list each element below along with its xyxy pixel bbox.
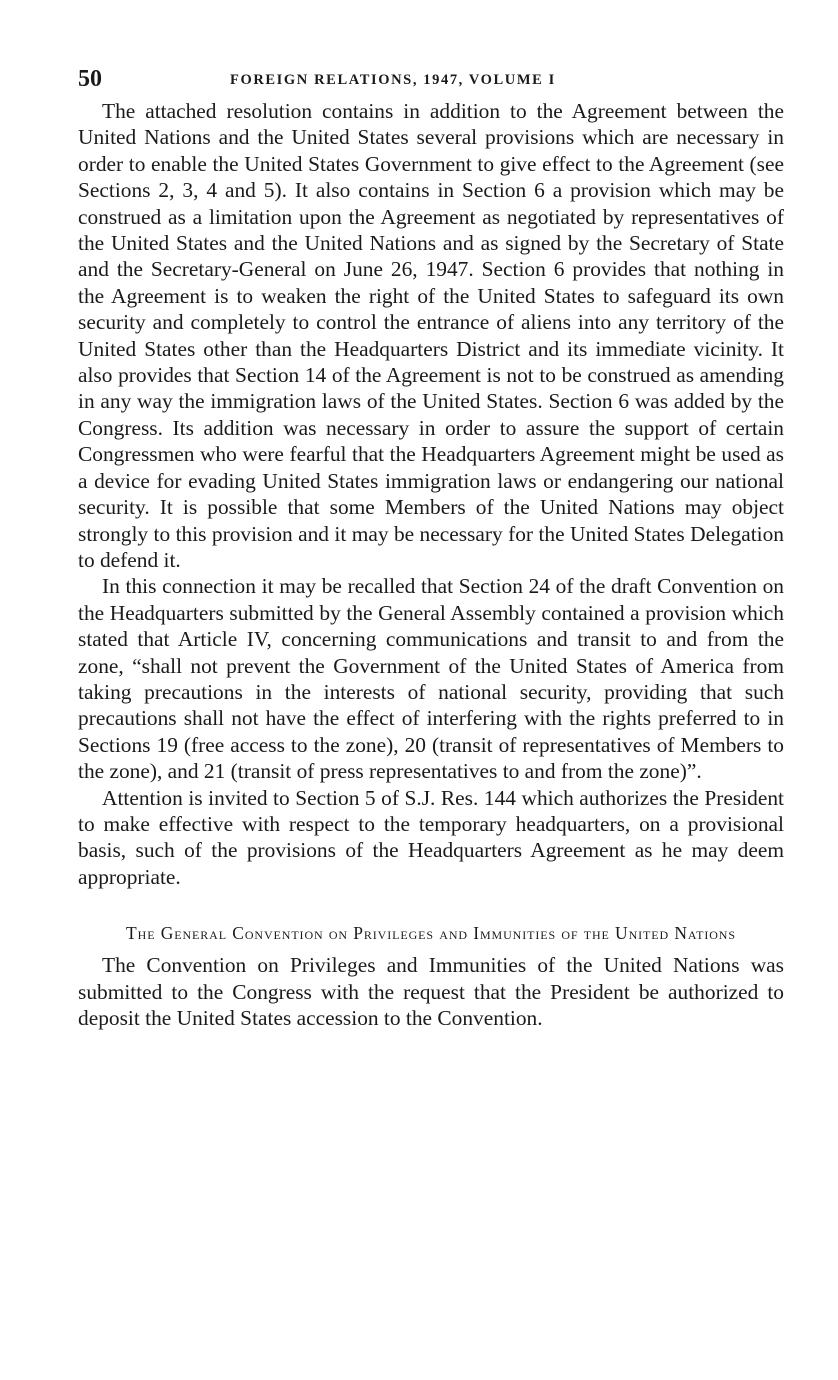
paragraph: The Convention on Privileges and Immunities of the United Nations was submitted to the Congress with the request that the President be authorized to deposit the United States accession to the Convention. (78, 953, 784, 1030)
body-text (78, 98, 784, 1031)
paragraph: The attached resolution contains in addition to the Agreement between the United Nations and the United States several provisions which are necessary in order to enable the United States Government to give effect to the Agreement (see Sections 2, 3, 4 and 5). It also contains in Section 6 a provision which may be construed as a limitation upon the Agreement as negotiated by representatives of the United States and the United Nations and as signed by the Secretary of State and the Secretary-General on June 26, 1947. Section 6 provides that nothing in the Agreement is to weaken the right of the United States to safeguard its own security and completely to control the entrance of aliens into any territory of the United States other than the Headquarters District and its immediate vicinity. It also provides that Section 14 of the Agreement is not to be construed as amending in any way the immigration laws of the United States. Section 6 was added by the Congress. Its addition was necessary in order to assure the support of certain Congressmen who were fearful that the Headquarters Agreement might be used as a device for evading United States immigration laws or endangering our national security. It is possible that some Members of the United Nations may object strongly to this provision and it may be necessary for the United States Delegation to defend it. (78, 99, 784, 572)
paragraph: In this connection it may be recalled that Section 24 of the draft Convention on the Headquarters submitted by the General Assembly contained a provision which stated that Article IV, concerning communications and transit to and from the zone, “shall not prevent the Government of the United States of America from taking precautions in the interests of national security, providing that such precautions shall not have the effect of interfering with the rights preferred to in Sections 19 (free access to the zone), 20 (transit of representatives of Members to the zone), and 21 (transit of press representatives to and from the zone)”. (78, 574, 784, 784)
running-title: FOREIGN RELATIONS, 1947, VOLUME I (230, 72, 556, 88)
document-page (78, 64, 784, 1031)
section-heading: The General Convention on Privileges and Immunities of the United Nations (126, 923, 736, 944)
page-number: 50 (78, 66, 102, 92)
paragraph: Attention is invited to Section 5 of S.J. Res. 144 which authorizes the President to make effective with respect to the temporary headquarters, on a provisional basis, such of the provisions of the Headquarters Agreement as he may deem appropriate. (78, 785, 784, 889)
running-head (78, 64, 784, 98)
